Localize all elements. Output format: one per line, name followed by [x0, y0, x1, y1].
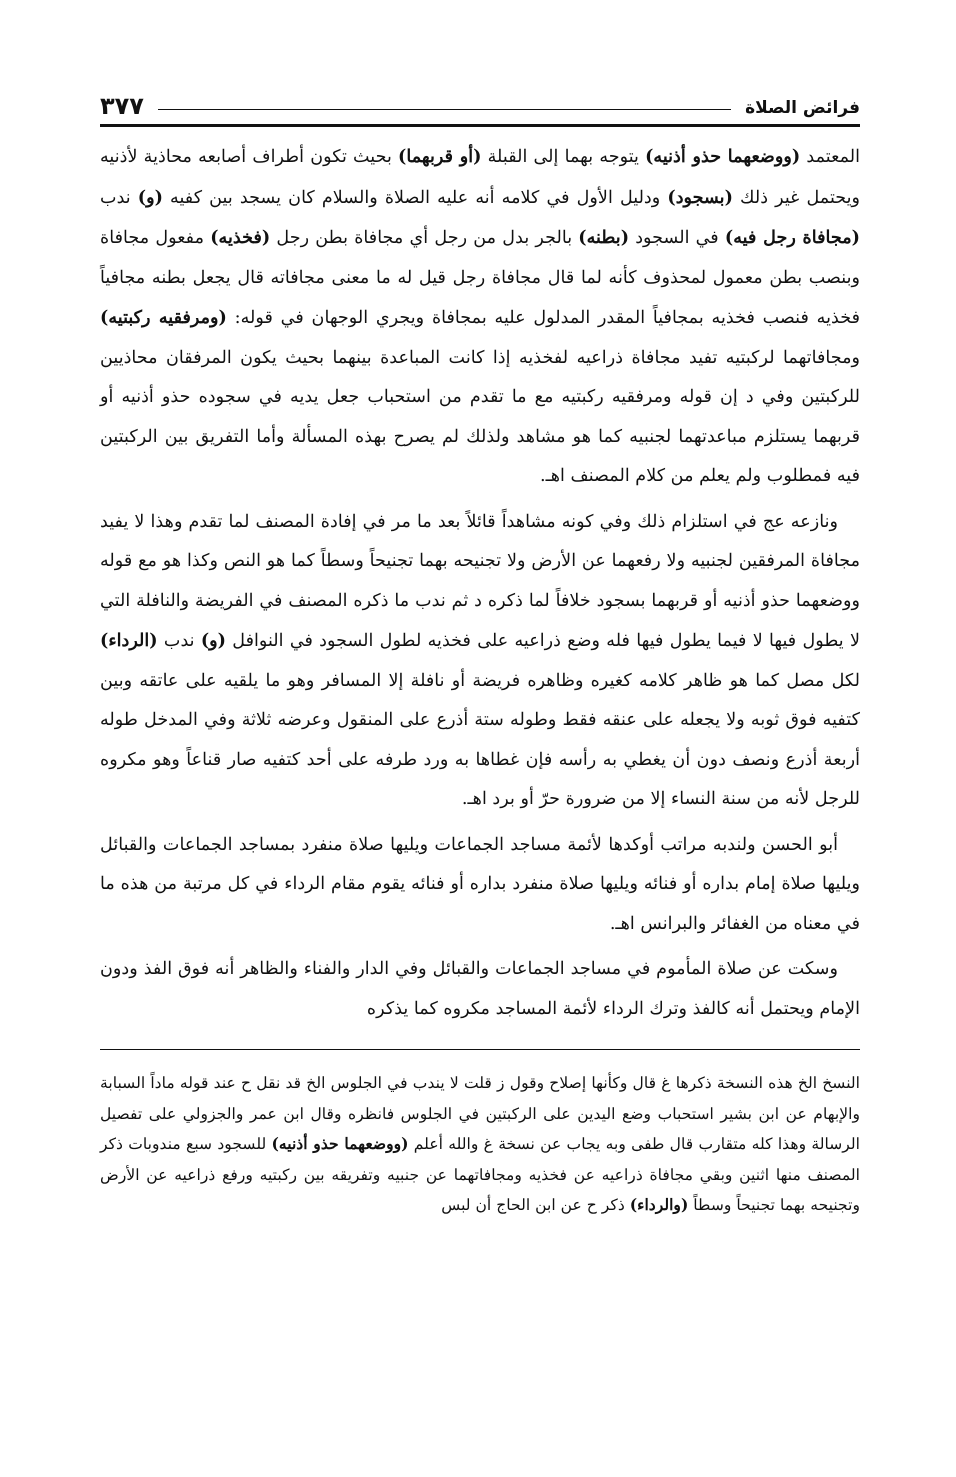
main-text — [100, 137, 860, 1029]
footnote-paragraph: النسخ الخ هذه النسخة ذكرها غ قال وكأنها إصلاح وقول ز قلت لا يندب في الجلوس الخ قد نقل ح عند قوله ماداً السبابة والإبهام عن ابن بشير استحباب وضع اليدين على الركبتين في الجلوس فانظره وقال ابن عمر والجزولي على تفصيل الرسالة وهذا كله متقارب قال طفى وبه يجاب عن نسخة غ والله أعلم (ووضعهما حذو أذنيه) للسجود سبع مندوبات ذكر المصنف منها اثنين وبقي مجافاة ذراعيه عن فخذيه ومجافاتهما عن جنبيه وتفريقه بين ركبتيه ورفع ذراعيه عن الأرض وتجنيحه بهما تجنيحاً وسطاً (والرداء) ذكر ح عن ابن الحاج أن لبس — [100, 1074, 860, 1214]
header-rule — [158, 109, 731, 110]
matn-phrase: (والرداء) — [629, 1195, 689, 1214]
matn-phrase: (ووضعهما حذو أذنيه) — [271, 1134, 409, 1153]
matn-phrase: (الرداء) — [100, 630, 158, 651]
page-number: ٣٧٧ — [100, 92, 144, 120]
matn-phrase: (فخذيه) — [210, 227, 271, 248]
matn-phrase: (بطنه) — [578, 227, 630, 248]
paragraph-1: المعتمد (ووضعهما حذو أذنيه) يتوجه بهما إلى القبلة (أو قربهما) بحيث تكون أطراف أصابعه محاذية لأذنيه ويحتمل غير ذلك (بسجود) ودليل الأول في كلامه أنه عليه الصلاة والسلام كان يسجد بين كفيه (و) ندب (مجافاة رجل فيه) في السجود (بطنه) بالجر بدل من رجل أي مجافاة بطن رجل (فخذيه) مفعول مجافاة وبنصب بطن معمول لمحذوف كأنه لما قال مجافاة رجل قيل له ما معنى مجافاته قال يجعل بطنه مجافياً فخذيه فنصب فخذيه بمجافياً المقدر المدلول عليه بمجافاة ويجري الوجهان في قوله: (ومرفقيه ركبتيه) ومجافاتهما لركبتيه تفيد مجافاة ذراعيه لفخذيه إذا كانت المباعدة بينهما بحيث يكون المرفقان محاذيين للركبتين وفي د إن قوله ومرفقيه ركبتيه مع ما تقدم من استحباب جعل يديه في سجوده حذو أذنيه أو قربهما يستلزم مباعدتهما لجنبيه كما هو مشاهد ولذلك لم يصرح بهذه المسألة وأما التفريق بين الركبتين فيه فمطلوب ولم يعلم من كلام المصنف اهـ. — [100, 146, 861, 486]
matn-phrase: (و) — [137, 186, 163, 208]
book-page — [100, 82, 860, 1221]
matn-phrase: (ووضعهما حذو أذنيه) — [645, 146, 801, 167]
paragraph-2: ونازعه عج في استلزام ذلك وفي كونه مشاهداً قائلاً بعد ما مر في إفادة المصنف لما تقدم وهذا لا يفيد مجافاة المرفقين لجنبيه ولا رفعهما عن الأرض ولا تجنيحه بهما تجنيحاً وسطاً كما هو النص وكذا هو مع قوله ووضعهما حذو أذنيه أو قربهما بسجود خلافاً لما ذكره د ثم ندب ما ذكره المصنف في الفريضة والنافلة التي لا يطول فيها لا فيما يطول فيها فله وضع ذراعيه على فخذيه لطول السجود في النوافل (و) ندب (الرداء) لكل مصل كما هو ظاهر كلامه كغيره وظاهره فريضة أو نافلة إلا المسافر وهو ما يلقيه على عاتقه وبين كتفيه فوق ثوبه ولا يجعله على عنقه فقط وطوله ستة أذرع على المنقول وعرضه ثلاثة وفي المدخل طوله أربعة أذرع ونصف دون أن يغطي به رأسه فإن غطاها به ورد طرفه على أحد كتفيه صار قناعاً وهو مكروه للرجل لأنه من سنة النساء إلا من ضرورة حرّ أو برد اهـ. — [100, 511, 860, 809]
footnote-divider — [100, 1049, 860, 1050]
footnotes — [100, 1068, 860, 1221]
paragraph-4: وسكت عن صلاة المأموم في مساجد الجماعات والقبائل وفي الدار والفناء والظاهر أنه فوق الفذ ودون الإمام ويحتمل أنه كالفذ وترك الرداء لأئمة المساجد مكروه كما يذكره — [100, 959, 860, 1019]
matn-phrase: (و) — [200, 630, 227, 651]
matn-phrase: (بسجود) — [667, 186, 733, 208]
header-divider — [100, 124, 860, 127]
matn-phrase: (أو قربهما) — [398, 146, 482, 167]
matn-phrase: (ومرفقيه ركبتيه) — [100, 307, 227, 328]
running-header — [100, 82, 860, 118]
chapter-title: فرائض الصلاة — [745, 98, 860, 118]
paragraph-3: أبو الحسن ولندبه مراتب أوكدها لأئمة مساجد الجماعات ويليها صلاة منفرد بمساجد الجماعات والقبائل ويليها صلاة إمام بداره أو فنائه ويليها صلاة منفرد بداره أو فنائه يقوم مقام الرداء في كل مرتبة من هذه ما في معناه من الغفائر والبرانس اهـ. — [100, 834, 860, 934]
matn-phrase: (مجافاة رجل فيه) — [724, 227, 861, 248]
